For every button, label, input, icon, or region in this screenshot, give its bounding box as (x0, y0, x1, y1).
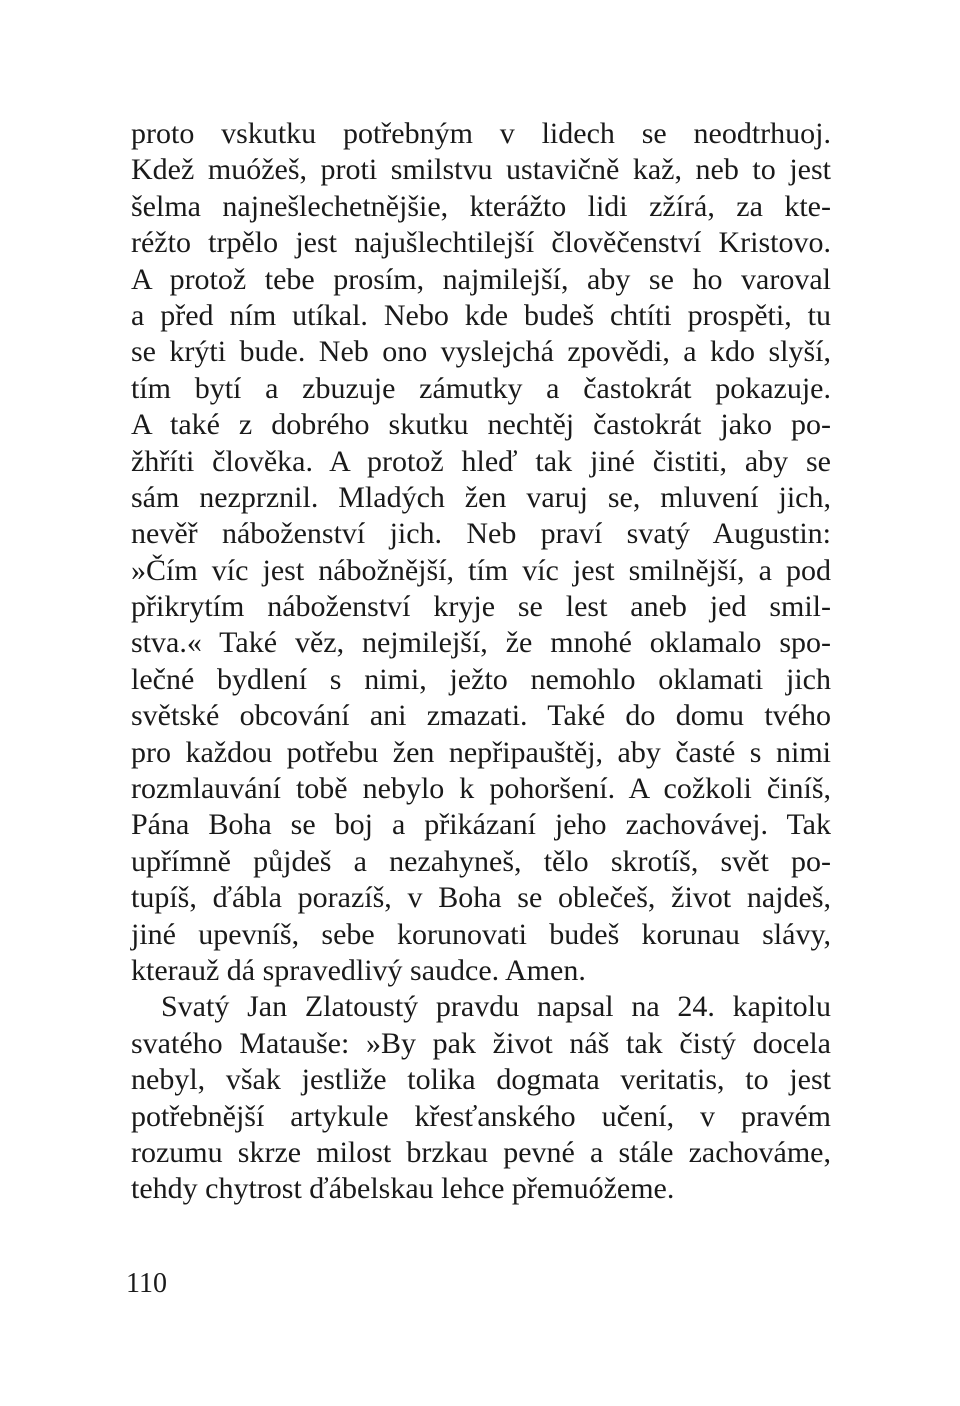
text-line: svatého Matauše: »By pak život náš tak čistý docela (131, 1026, 831, 1060)
text-line: se krýti bude. Neb ono vyslejchá zpovědi, a kdo slyší, (131, 335, 831, 369)
text-line: rozumu skrze milost brzkau pevné a stále zachováme, (131, 1135, 831, 1169)
text-line: proto vskutku potřebným v lidech se neodtrhuoj. (131, 117, 831, 150)
text-line: jiné upevníš, sebe korunovati budeš korunau slávy, (131, 917, 831, 951)
text-line: potřebnější artykule křesťanského učení, v pravém (131, 1099, 831, 1133)
text-line: tupíš, ďábla porazíš, v Boha se oblečeš, život najdeš, (131, 881, 831, 915)
text-line: tím bytí a zbuzuje zámutky a častokrát pokazuje. (131, 371, 831, 405)
text-line: Svatý Jan Zlatoustý pravdu napsal na 24. kapitolu (161, 990, 831, 1024)
text-line: šelma najnešlechetnějšie, kterážto lidi zžírá, za kte- (131, 189, 831, 223)
body-text (131, 116, 831, 1208)
text-line: »Čím víc jest nábožnější, tím víc jest smilnější, a pod (131, 553, 831, 587)
text-line: nevěř náboženství jich. Neb praví svatý Augustin: (131, 517, 831, 551)
text-line: lečné bydlení s nimi, ježto nemohlo oklamati jich (131, 662, 831, 696)
text-line: upřímně půjdeš a nezahyneš, tělo skrotíš, svět po- (131, 844, 831, 878)
text-line: světské obcování ani zmazati. Také do domu tvého (131, 699, 831, 733)
text-line: sám nezprznil. Mladých žen varuj se, mluvení jich, (131, 480, 831, 514)
text-line: stva.« Také věz, nejmilejší, že mnohé oklamalo spo- (131, 626, 831, 660)
text-line: žhříti člověka. A protož hleď tak jiné čistiti, aby se (131, 444, 831, 478)
text-line: réžto trpělo jest najušlechtilejší člověčenství Kristovo. (131, 226, 831, 260)
text-line: Kdež muóžeš, proti smilstvu ustavičně kaž, neb to jest (131, 153, 831, 187)
text-line: pro každou potřebu žen nepřipauštěj, aby časté s nimi (131, 735, 831, 769)
text-line: tehdy chytrost ďábelskau lehce přemuóžeme. (131, 1172, 675, 1206)
text-line: přikrytím náboženství kryje se lest aneb jed smil- (131, 590, 831, 624)
text-line: a před ním utíkal. Nebo kde budeš chtíti prospěti, tu (131, 298, 831, 332)
text-line: Pána Boha se boj a přikázaní jeho zachovávej. Tak (131, 808, 831, 842)
text-line: rozmlauvání tobě nebylo k pohoršení. A cožkoli činíš, (131, 772, 831, 806)
text-line: A protož tebe prosím, najmilejší, aby se ho varoval (131, 262, 831, 296)
text-line: nebyl, však jestliže tolika dogmata veritatis, to jest (131, 1063, 831, 1097)
page-number: 110 (126, 1268, 167, 1299)
text-line: A také z dobrého skutku nechtěj častokrát jako po- (131, 408, 831, 442)
text-line: kterauž dá spravedlivý saudce. Amen. (131, 953, 586, 987)
